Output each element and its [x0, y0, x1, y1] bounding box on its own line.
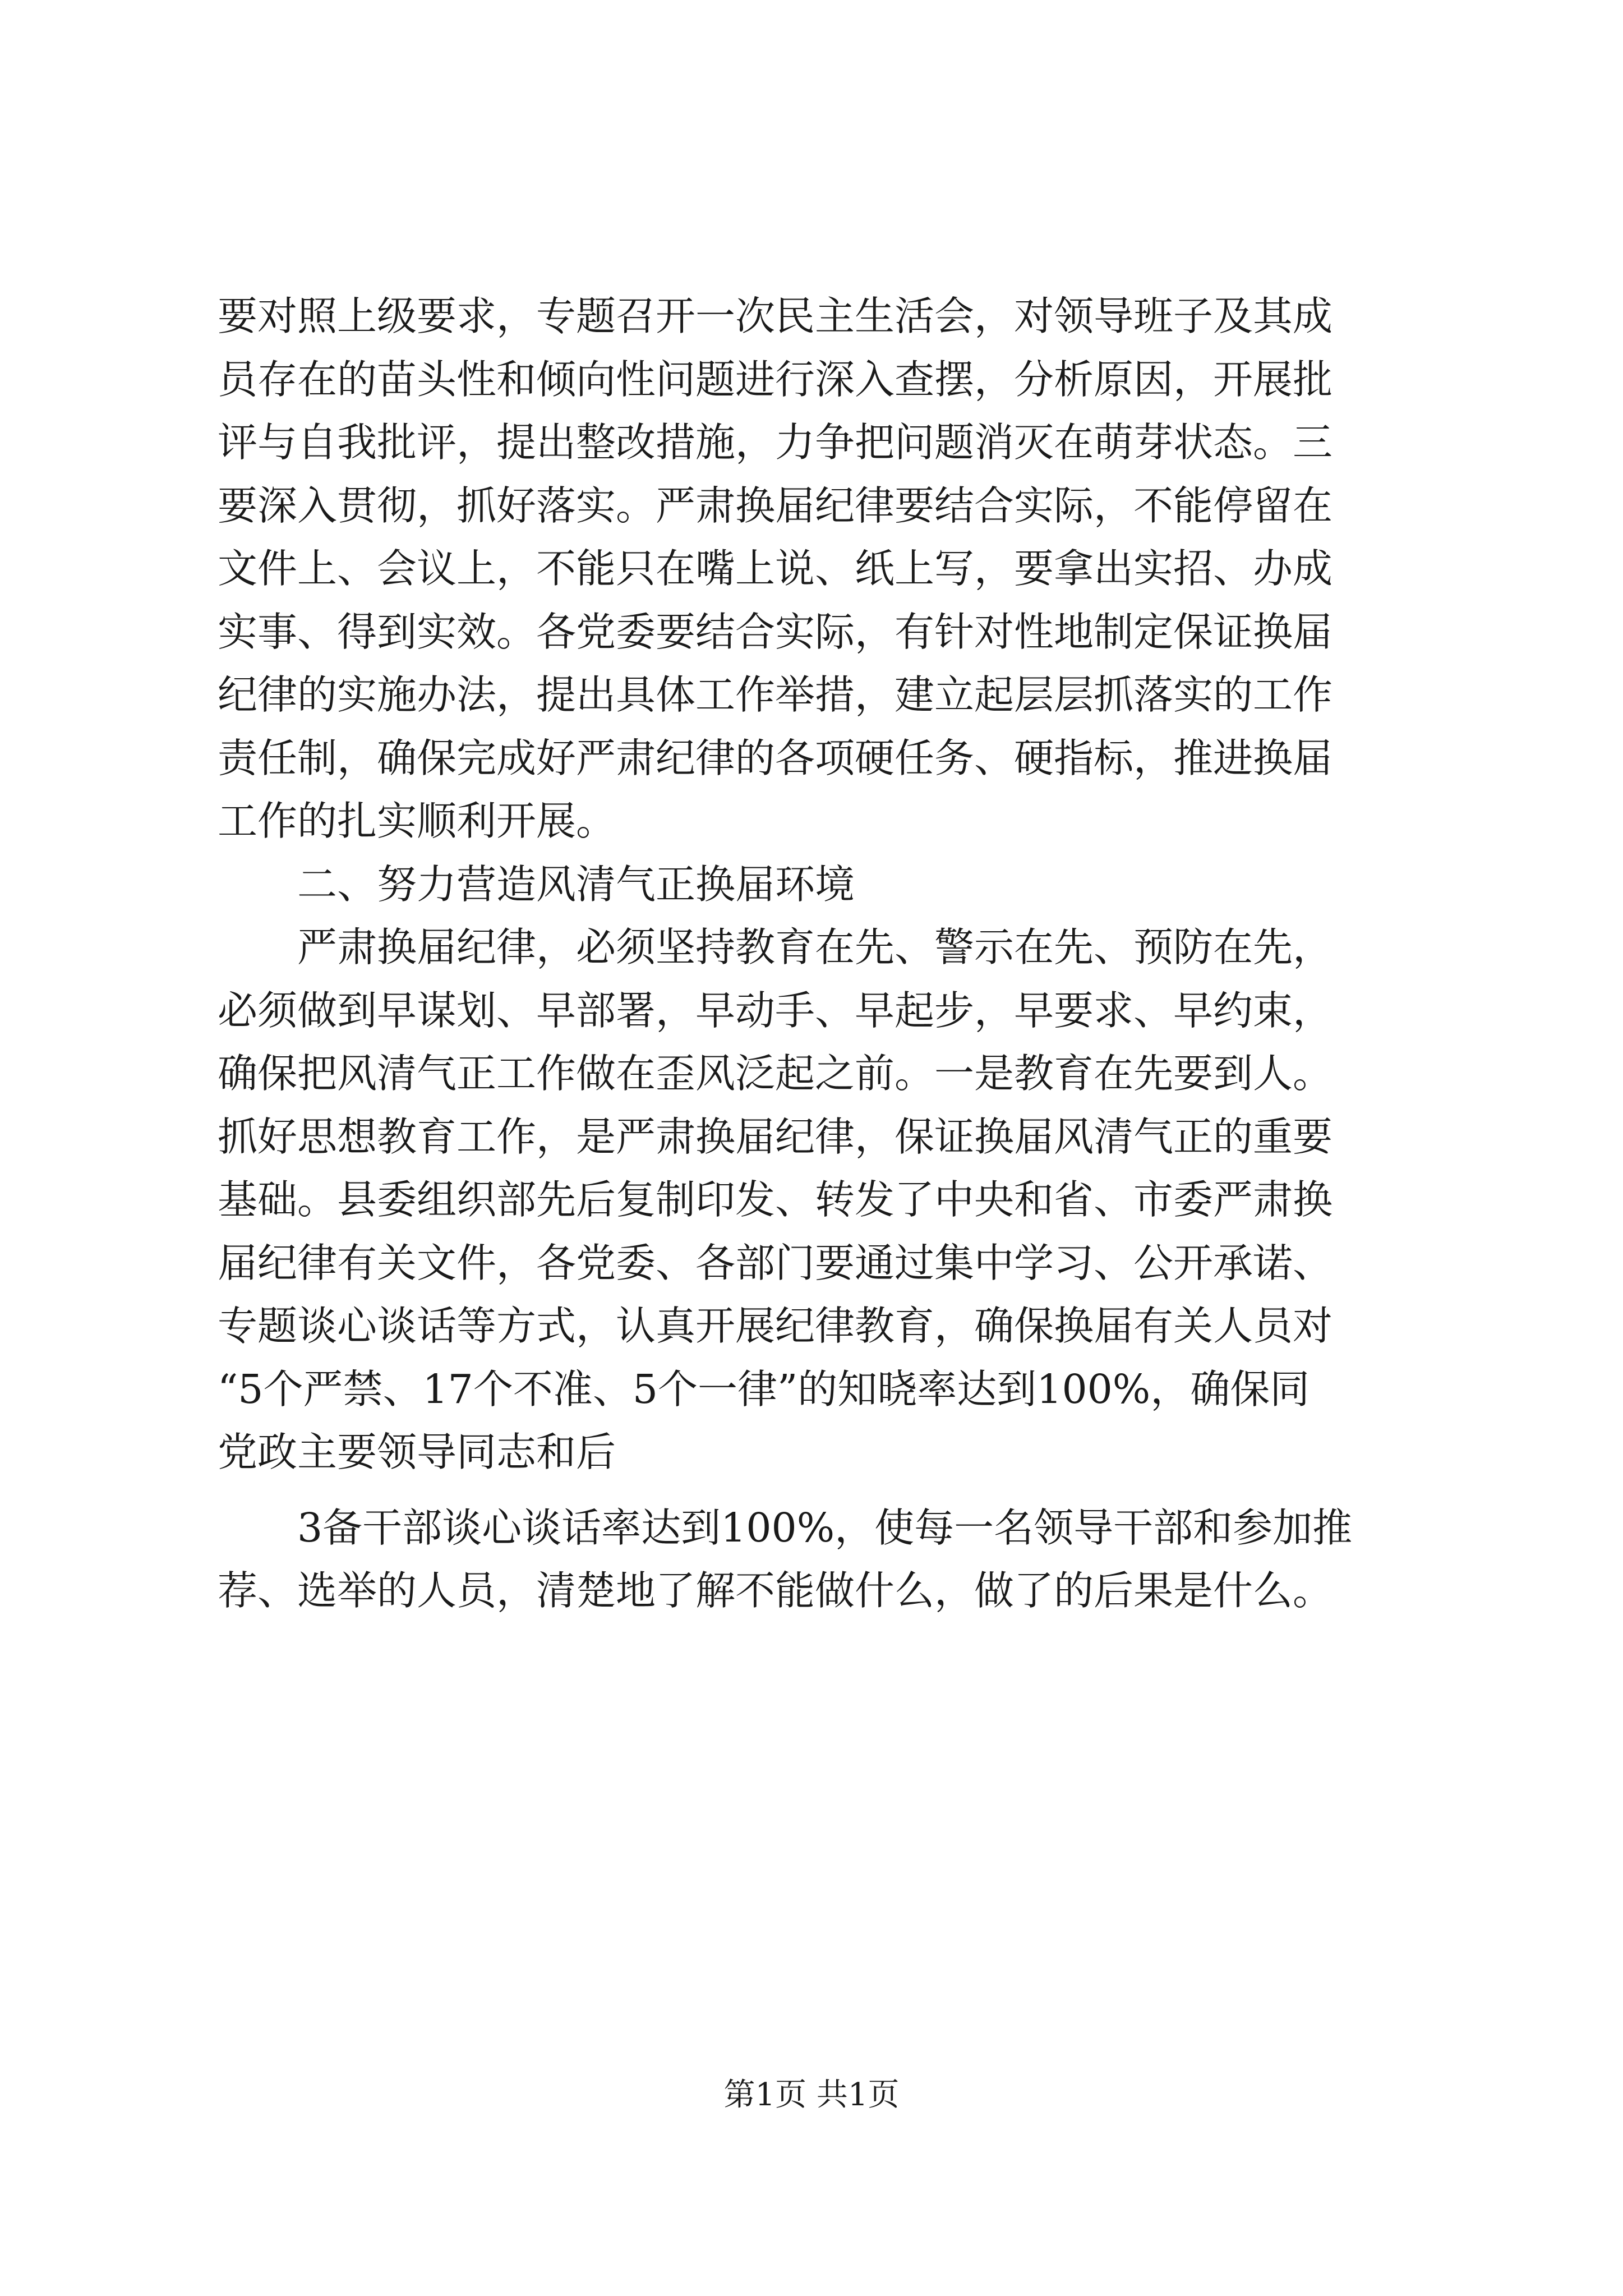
- body-text: [218, 285, 1423, 1623]
- text-line: 党政主要领导同志和后: [218, 1429, 616, 1475]
- text-line: 严肃换届纪律，必须坚持教育在先、警示在先、预防在先，: [218, 924, 1333, 970]
- text-line: 必须做到早谋划、早部署，早动手、早起步，早要求、早约束，: [218, 987, 1333, 1034]
- text-line: 评与自我批评，提出整改措施，力争把问题消灭在萌芽状态。三: [218, 419, 1333, 466]
- text-line: 要对照上级要求，专题召开一次民主生活会，对领导班子及其成: [218, 293, 1333, 339]
- text-line: “5个严禁、17个不准、5个一律”的知晓率达到100%，确保同: [218, 1365, 1310, 1412]
- text-line: 届纪律有关文件，各党委、各部门要通过集中学习、公开承诺、: [218, 1239, 1333, 1286]
- text-line: 3备干部谈心谈话率达到100%，使每一名领导干部和参加推: [218, 1504, 1353, 1551]
- text-line: 实事、得到实效。各党委要结合实际，有针对性地制定保证换届: [218, 608, 1333, 655]
- text-line: 要深入贯彻，抓好落实。严肃换届纪律要结合实际，不能停留在: [218, 482, 1333, 529]
- paragraph-gap: [218, 1484, 1423, 1497]
- text-line: 基础。县委组织部先后复制印发、转发了中央和省、市委严肃换: [218, 1176, 1333, 1223]
- section-heading: 二、努力营造风清气正换届环境: [218, 861, 855, 908]
- text-line: 工作的扎实顺利开展。: [218, 798, 616, 844]
- page-footer: 第1页 共1页: [723, 2077, 900, 2113]
- text-line: 纪律的实施办法，提出具体工作举措，建立起层层抓落实的工作: [218, 671, 1333, 718]
- text-line: 抓好思想教育工作，是严肃换届纪律，保证换届风清气正的重要: [218, 1113, 1333, 1160]
- text-line: 文件上、会议上，不能只在嘴上说、纸上写，要拿出实招、办成: [218, 545, 1333, 592]
- text-line: 责任制，确保完成好严肃纪律的各项硬任务、硬指标，推进换届: [218, 734, 1333, 781]
- text-line: 荐、选举的人员，清楚地了解不能做什么，做了的后果是什么。: [218, 1567, 1333, 1614]
- text-line: 员存在的苗头性和倾向性问题进行深入查摆，分析原因，开展批: [218, 356, 1333, 403]
- text-line: 专题谈心谈话等方式，认真开展纪律教育，确保换届有关人员对: [218, 1303, 1333, 1349]
- text-line: 确保把风清气正工作做在歪风泛起之前。一是教育在先要到人。: [218, 1050, 1333, 1097]
